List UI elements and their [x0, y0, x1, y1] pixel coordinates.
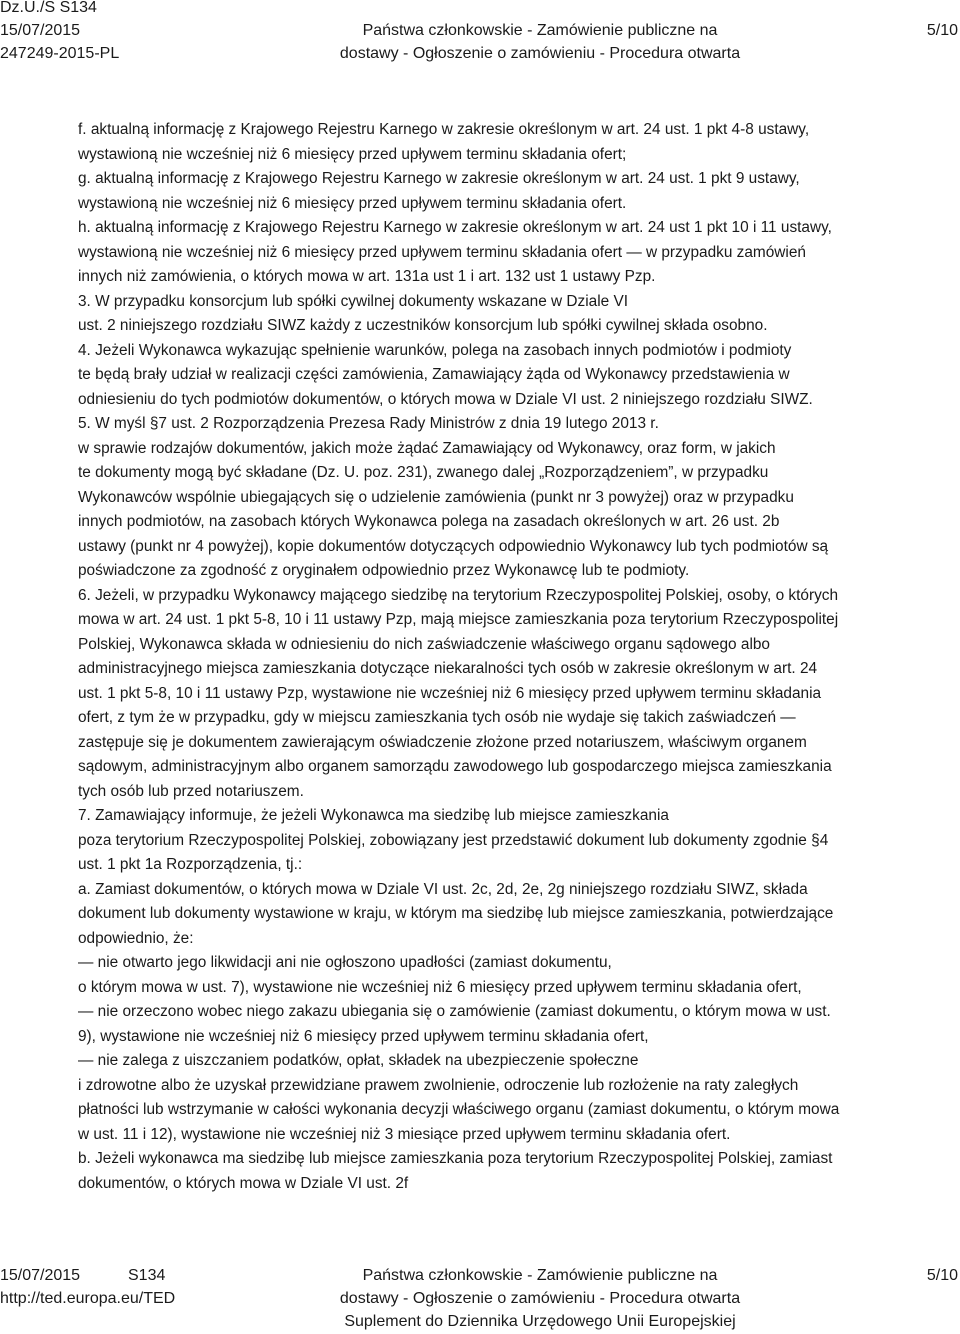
body-line: wystawioną nie wcześniej niż 6 miesięcy przed upływem terminu składania ofert.	[78, 194, 627, 212]
body-line: w ust. 11 i 12), wystawione nie wcześniej niż 3 miesiące przed upływem terminu składania ofert.	[78, 1125, 731, 1143]
body-line: f. aktualną informację z Krajowego Rejestru Karnego w zakresie określonym w art. 24 ust. 1 pkt 4-8 ustawy,	[78, 121, 810, 138]
notice-number: 247249-2015-PL	[0, 45, 120, 62]
body-line: Wykonawców wspólnie ubiegających się o udzielenie zamówienia (punkt nr 3 powyżej) oraz w przypadku	[78, 488, 794, 506]
body-line: 9), wystawione nie wcześniej niż 6 miesięcy przed upływem terminu składania ofert,	[78, 1027, 649, 1045]
body-line: wystawioną nie wcześniej niż 6 miesięcy przed upływem terminu składania ofert — w przypadku zamówień	[78, 243, 806, 261]
body-line: g. aktualną informację z Krajowego Rejestru Karnego w zakresie określonym w art. 24 ust. 1 pkt 9 ustawy,	[78, 170, 800, 187]
footer-title-line3: Suplement do Dziennika Urzędowego Unii Europejskiej	[344, 1313, 736, 1330]
body-line: te będą brały udział w realizacji części zamówienia, Zamawiający żąda od Wykonawcy przedstawienia w	[78, 366, 790, 383]
header-title-line2: dostawy - Ogłoszenie o zamówieniu - Procedura otwarta	[339, 45, 741, 62]
body-line: innych podmiotów, na zasobach których Wykonawca polega na zasadach określonych w art. 26 ust. 2b	[78, 513, 780, 530]
footer-url[interactable]: http://ted.europa.eu/TED	[0, 1290, 176, 1307]
body-line: a. Zamiast dokumentów, o których mowa w Dziale VI ust. 2c, 2d, 2e, 2g niniejszego rozdziału SIWZ, składa	[78, 880, 808, 898]
body-line: sądowym, administracyjnym albo organem samorządu zawodowego lub gospodarczego miejsca zamieszkania	[78, 758, 832, 775]
header-date: 15/07/2015	[0, 22, 81, 39]
body-line: 4. Jeżeli Wykonawca wykazując spełnienie warunków, polega na zasobach innych podmiotów i podmioty	[78, 341, 792, 359]
body-line: płatności lub wstrzymanie w całości wykonania decyzji właściwego organu (zamiast dokumentu, o którym mowa	[78, 1101, 840, 1118]
body-line: 6. Jeżeli, w przypadku Wykonawcy mającego siedzibę na terytorium Rzeczypospolitej Polskiej, osoby, o których	[78, 586, 839, 604]
body-line: poza terytorium Rzeczypospolitej Polskiej, zobowiązany jest przedstawić dokument lub dokumenty zgodnie §4	[78, 831, 829, 849]
body-line: ust. 2 niniejszego rozdziału SIWZ każdy z uczestników konsorcjum lub spółki cywilnej składa osobno.	[78, 317, 768, 334]
body-line: zastępuje się je dokumentem zawierającym oświadczenie złożone przed notariuszem, właściwym organem	[78, 733, 807, 751]
body-line: poświadczone za zgodność z oryginałem odpowiednio przez Wykonawcę lub te podmioty.	[78, 562, 690, 579]
body-line: Polskiej, Wykonawca składa w odniesieniu do nich zaświadczenie właściwego organu sądowego albo	[78, 635, 770, 653]
body-line: ustawy (punkt nr 4 powyżej), kopie dokumentów dotyczących odpowiednio Wykonawcy lub tych podmiotów są	[78, 537, 829, 555]
body-line: mowa w art. 24 ust. 1 pkt 5-8, 10 i 11 ustawy Pzp, mają miejsce zamieszkania poza terytorium Rzeczypospolitej	[78, 611, 839, 628]
body-line: odniesieniu do tych podmiotów dokumentów, o których mowa w Dziale VI ust. 2 niniejszego rozdziału SIWZ.	[78, 390, 813, 408]
body-line: 3. W przypadku konsorcjum lub spółki cywilnej dokumenty wskazane w Dziale VI	[78, 292, 629, 310]
body-line: tych osób lub przed notariuszem.	[78, 782, 304, 800]
header-title-line1: Państwa członkowskie - Zamówienie publiczne na	[362, 22, 718, 39]
footer-series: S134	[128, 1267, 166, 1284]
body-line: wystawioną nie wcześniej niż 6 miesięcy przed upływem terminu składania ofert;	[78, 145, 627, 163]
page-footer	[0, 1264, 960, 1333]
body-line: administracyjnego miejsca zamieszkania dotyczące niekaralności tych osób w zakresie określonym w art. 24	[78, 660, 818, 677]
body-line: — nie zalega z uiszczaniem podatków, opłat, składek na ubezpieczenie społeczne	[78, 1052, 639, 1069]
body-line: ust. 1 pkt 1a Rozporządzenia, tj.:	[78, 856, 303, 873]
footer-page-number: 5/10	[926, 1267, 958, 1284]
body-line: 5. W myśl §7 ust. 2 Rozporządzenia Prezesa Rady Ministrów z dnia 19 lutego 2013 r.	[78, 415, 659, 432]
body-line: ust. 1 pkt 5-8, 10 i 11 ustawy Pzp, wystawione nie wcześniej niż 6 miesięcy przed upływem terminu składania	[78, 684, 822, 702]
body-line: o którym mowa w ust. 7), wystawione nie wcześniej niż 6 miesięcy przed upływem terminu składania ofert,	[78, 978, 802, 996]
body-line: ofert, z tym że w przypadku, gdy w miejscu zamieszkania tych osób nie wydaje się takich zaświadczeń —	[78, 709, 796, 726]
body-line: w sprawie rodzajów dokumentów, jakich może żądać Zamawiający od Wykonawcy, oraz form, w jakich	[78, 439, 776, 457]
document-body	[78, 118, 958, 1196]
page-header	[0, 0, 960, 65]
body-line: — nie orzeczono wobec niego zakazu ubiegania się o zamówienie (zamiast dokumentu, o którym mowa w ust.	[78, 1003, 831, 1020]
body-line: i zdrowotne albo że uzyskał przewidziane prawem zwolnienie, odroczenie lub rozłożenie na raty zaległych	[78, 1076, 799, 1094]
footer-title-line1: Państwa członkowskie - Zamówienie publiczne na	[362, 1267, 718, 1284]
body-line: b. Jeżeli wykonawca ma siedzibę lub miejsce zamieszkania poza terytorium Rzeczypospolitej Polskiej, zamiast	[78, 1150, 833, 1167]
footer-date: 15/07/2015	[0, 1267, 81, 1284]
doc-id: Dz.U./S S134	[0, 0, 97, 16]
body-line: innych niż zamówienia, o których mowa w art. 131a ust 1 i art. 132 ust 1 ustawy Pzp.	[78, 268, 656, 285]
body-line: te dokumenty mogą być składane (Dz. U. poz. 231), zwanego dalej „Rozporządzeniem”, w przypadku	[78, 464, 769, 481]
body-line: dokument lub dokumenty wystawione w kraju, w którym ma siedzibę lub miejsce zamieszkania, potwierdzające	[78, 905, 834, 922]
body-line: 7. Zamawiający informuje, że jeżeli Wykonawca ma siedzibę lub miejsce zamieszkania	[78, 807, 669, 824]
header-page-number: 5/10	[926, 22, 958, 39]
body-line: — nie otwarto jego likwidacji ani nie ogłoszono upadłości (zamiast dokumentu,	[78, 954, 612, 971]
body-line: h. aktualną informację z Krajowego Rejestru Karnego w zakresie określonym w art. 24 ust 1 pkt 10 i 11 ustawy,	[78, 219, 832, 236]
body-line: dokumentów, o których mowa w Dziale VI ust. 2f	[78, 1174, 409, 1192]
footer-title-line2: dostawy - Ogłoszenie o zamówieniu - Procedura otwarta	[339, 1290, 741, 1307]
body-line: odpowiednio, że:	[78, 929, 194, 947]
